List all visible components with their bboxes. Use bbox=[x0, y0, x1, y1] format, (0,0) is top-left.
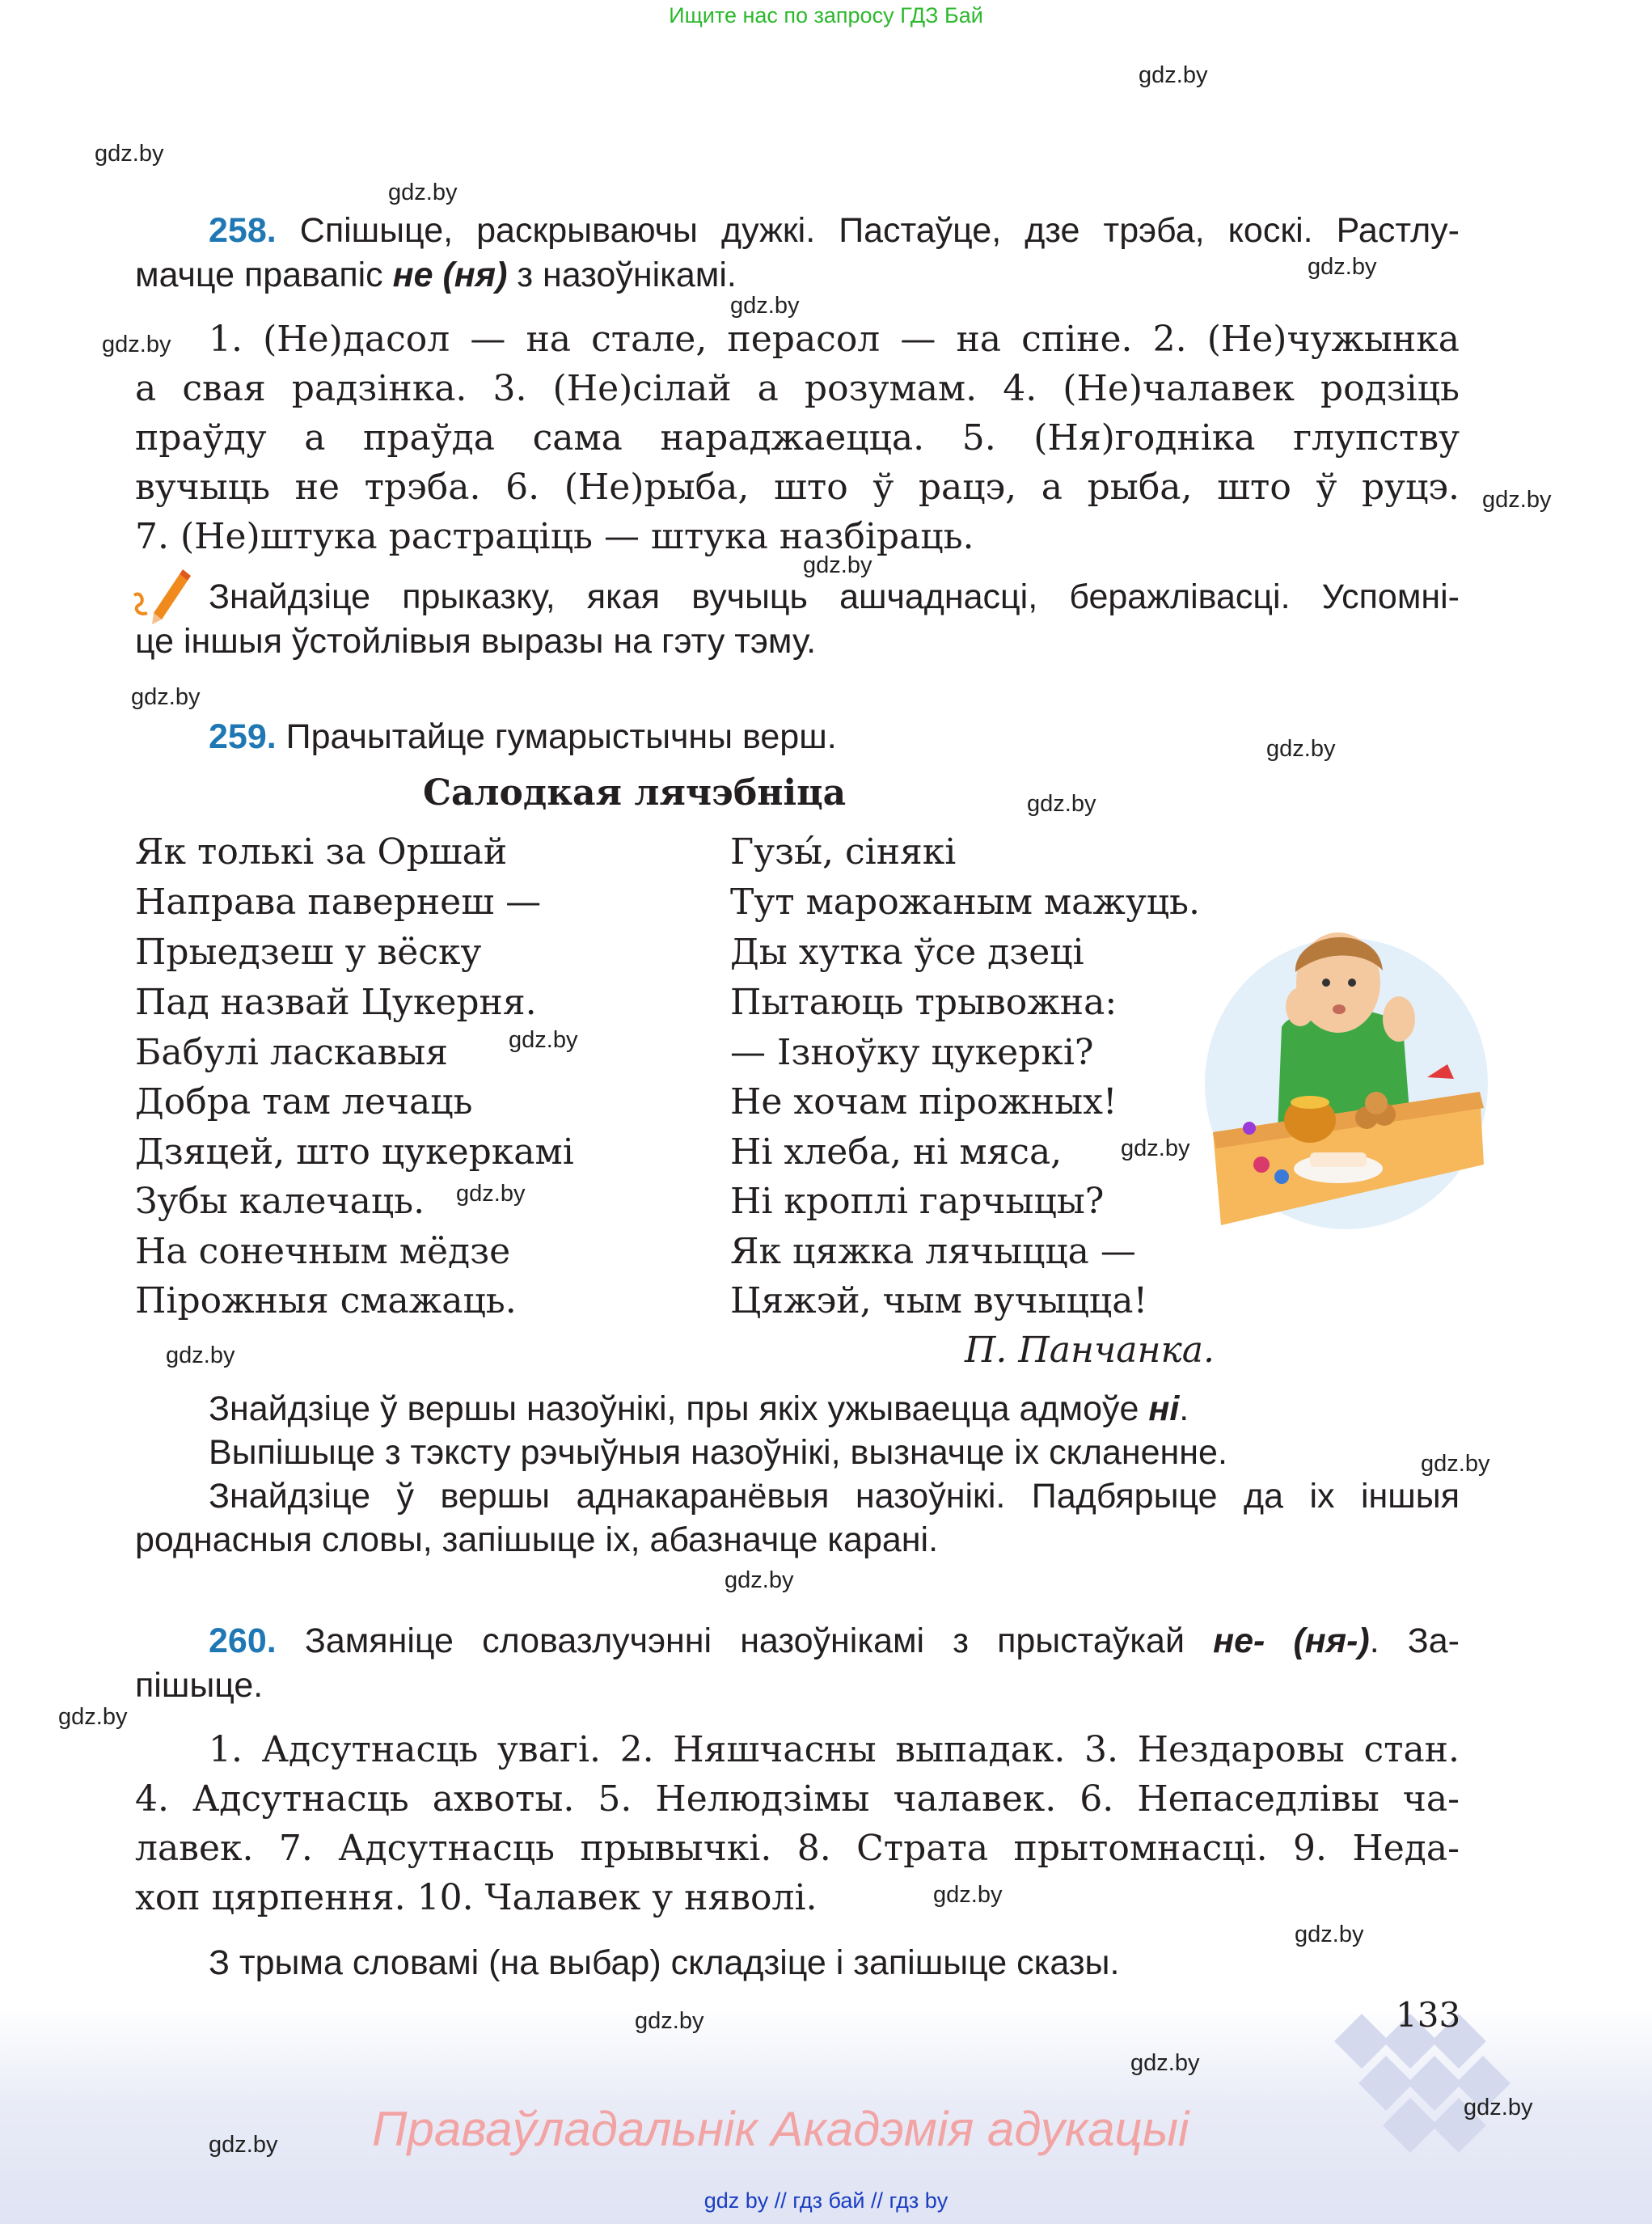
poem-left-line: На сонечным мёдзе bbox=[135, 1231, 511, 1272]
poem-left-line: Добра там лечаць bbox=[135, 1081, 473, 1123]
poem-right-line: — Ізноўку цукеркі? bbox=[730, 1032, 1094, 1073]
ex259-instruction bbox=[209, 715, 837, 759]
ex260-line: хоп цярпення. 10. Чалавек у няволі. bbox=[135, 1877, 818, 1918]
copyright-notice: Праваўладальнік Акадэмія адукацыі bbox=[372, 2102, 1189, 2156]
ex259-task3 bbox=[209, 1474, 1460, 1519]
ex259-task1 bbox=[209, 1387, 1189, 1431]
watermark: gdz.by bbox=[635, 2008, 704, 2034]
ex258-line: 1. (Не)дасол — на стале, перасол — на спіне. 2. (Не)чужынка bbox=[209, 319, 1460, 360]
watermark: gdz.by bbox=[1464, 2095, 1533, 2120]
poem-right-line: Тут марожаным мажуць. bbox=[730, 882, 1201, 923]
watermark: gdz.by bbox=[1266, 736, 1336, 762]
ex258-text bbox=[135, 315, 1460, 561]
ex258-instruction-text: з назоўнікамі. bbox=[507, 256, 737, 294]
watermark: gdz.by bbox=[1421, 1451, 1490, 1477]
ex259-task3-line: Знайдзіце ў вершы аднакаранёвыя назоўнікі. Падбярыце да іх іншыя bbox=[209, 1477, 1460, 1516]
ex259-instruction-text: Прачытайце гумарыстычны верш. bbox=[285, 717, 837, 756]
ex258-line: вучыць не трэба. 6. (Не)рыба, што ў рацэ, а рыба, што ў руцэ. bbox=[135, 467, 1460, 508]
poem-right-line: Як цяжка лячыцца — bbox=[730, 1231, 1136, 1272]
poem-right-line: Ды хутка ўсе дзеці bbox=[730, 932, 1084, 973]
watermark: gdz.by bbox=[209, 2132, 278, 2158]
poem-right-line: Ні кроплі гарчыцы? bbox=[730, 1181, 1105, 1222]
ex260-keyword: не- (ня-) bbox=[1213, 1621, 1370, 1660]
ex260-text bbox=[135, 1725, 1460, 1922]
poem-left-line: Прыедзеш у вёску bbox=[135, 932, 482, 973]
poem-right-line: Пытаюць трывожна: bbox=[730, 982, 1118, 1023]
poem-left-line: Направа павернеш — bbox=[135, 882, 542, 923]
watermark: gdz.by bbox=[1482, 487, 1552, 513]
pen-icon bbox=[129, 563, 194, 628]
watermark: gdz.by bbox=[933, 1882, 1003, 1908]
ex258-line: а свая радзінка. 3. (Не)сілай а розумам. 4. (Не)чалавек родзіць bbox=[135, 368, 1460, 409]
ex258-number: 258. bbox=[209, 211, 277, 250]
poem-left-line: Зубы калечаць. bbox=[135, 1181, 425, 1222]
ex258-keyword: не (ня) bbox=[392, 256, 508, 294]
top-banner[interactable]: Ищите нас по запросу ГДЗ Бай bbox=[669, 3, 983, 27]
poem-right-line: Не хочам пірожных! bbox=[730, 1081, 1118, 1123]
ex259-task3-line2: роднасныя словы, запішыце іх, абазначце карані. bbox=[135, 1520, 939, 1559]
watermark: gdz.by bbox=[730, 293, 800, 319]
watermark: gdz.by bbox=[509, 1027, 578, 1053]
ex258-line: 7. (Не)штука растраціць — штука назбіраць. bbox=[135, 516, 974, 557]
page-number: 133 bbox=[1396, 1995, 1461, 2035]
poem-left-line: Пад назвай Цукерня. bbox=[135, 982, 537, 1023]
watermark: gdz.by bbox=[456, 1181, 526, 1207]
watermark: gdz.by bbox=[803, 552, 872, 578]
poem-author: П. Панчанка. bbox=[965, 1330, 1215, 1371]
poem-right-line: Ні хлеба, ні мяса, bbox=[730, 1131, 1063, 1173]
watermark: gdz.by bbox=[1130, 2050, 1200, 2076]
ex258-task-line: Знайдзіце прыказку, якая вучыць ашчаднасці, беражлівасці. Успомні- bbox=[209, 577, 1460, 616]
watermark: gdz.by bbox=[388, 180, 458, 205]
watermark: gdz.by bbox=[95, 141, 164, 167]
ex259-number: 259. bbox=[209, 717, 277, 756]
ex258-task-line: це іншыя ўстойлівыя выразы на гэту тэму. bbox=[135, 622, 817, 661]
poem-left-line: Бабулі ласкавыя bbox=[135, 1032, 449, 1073]
watermark: gdz.by bbox=[1308, 254, 1377, 280]
ex258-line: праўду а праўда сама нараджаецца. 5. (Ня)годніка глупству bbox=[135, 417, 1460, 459]
watermark: gdz.by bbox=[58, 1704, 128, 1730]
poem-left-line: Як толькі за Оршай bbox=[135, 831, 508, 873]
ex258-instruction-line2 bbox=[135, 253, 737, 298]
poem-right-line: Цяжэй, чым вучыцца! bbox=[730, 1280, 1148, 1321]
ex260-number: 260. bbox=[209, 1621, 277, 1660]
ex260-line: 4. Адсутнасць ахвоты. 5. Нелюдзімы чалавек. 6. Непаседлівы ча- bbox=[135, 1778, 1460, 1820]
watermark: gdz.by bbox=[1121, 1135, 1190, 1161]
ex259-task2: Выпішыце з тэксту рэчыўныя назоўнікі, вызначце іх скланенне. bbox=[209, 1433, 1227, 1472]
ex259-task-text: Знайдзіце ў вершы назоўнікі, пры якіх ужываецца адмоўе bbox=[209, 1389, 1149, 1428]
watermark: gdz.by bbox=[131, 684, 201, 710]
watermark: gdz.by bbox=[725, 1567, 794, 1593]
poem-left-line: Дзяцей, што цукеркамі bbox=[135, 1131, 574, 1173]
boy-with-sweets-illustration bbox=[1205, 906, 1488, 1229]
ex260-line: лавек. 7. Адсутнасць прывычкі. 8. Страта прытомнасці. 9. Неда- bbox=[135, 1828, 1460, 1869]
ex260-instruction bbox=[209, 1619, 1460, 1664]
ex258-task bbox=[209, 575, 1460, 619]
watermark: gdz.by bbox=[102, 332, 171, 357]
bottom-links[interactable]: gdz by // гдз бай // гдз by bbox=[703, 2188, 949, 2213]
ex260-instruction-line2: пішыце. bbox=[135, 1666, 264, 1705]
ex260-line: 1. Адсутнасць увагі. 2. Няшчасны выпадак. 3. Нездаровы стан. bbox=[209, 1729, 1460, 1770]
watermark: gdz.by bbox=[1139, 62, 1208, 88]
poem-left-line: Пірожныя смажаць. bbox=[135, 1280, 517, 1321]
ex258-instruction-text: Спішыце, раскрываючы дужкі. Пастаўце, дзе трэба, коскі. Растлу- bbox=[299, 211, 1460, 250]
poem-right-line: Гузы́, сінякі bbox=[730, 831, 957, 873]
watermark: gdz.by bbox=[1295, 1922, 1364, 1947]
ex260-instruction-text: Замяніце словазлучэнні назоўнікамі з прыстаўкай bbox=[304, 1621, 1214, 1660]
ex260-task: З трыма словамі (на выбар) складзіце і запішыце сказы. bbox=[209, 1943, 1120, 1982]
ex259-keyword: ні bbox=[1148, 1389, 1180, 1428]
watermark: gdz.by bbox=[166, 1342, 235, 1368]
ex258-instruction bbox=[209, 209, 1460, 253]
watermark: gdz.by bbox=[1027, 791, 1096, 817]
poem-title: Салодкая лячэбніца bbox=[423, 772, 847, 814]
ex258-instruction-text: мачце правапіс bbox=[135, 256, 393, 294]
ex260-instruction-text: . За- bbox=[1369, 1621, 1460, 1660]
ex259-task-text: . bbox=[1179, 1389, 1189, 1428]
